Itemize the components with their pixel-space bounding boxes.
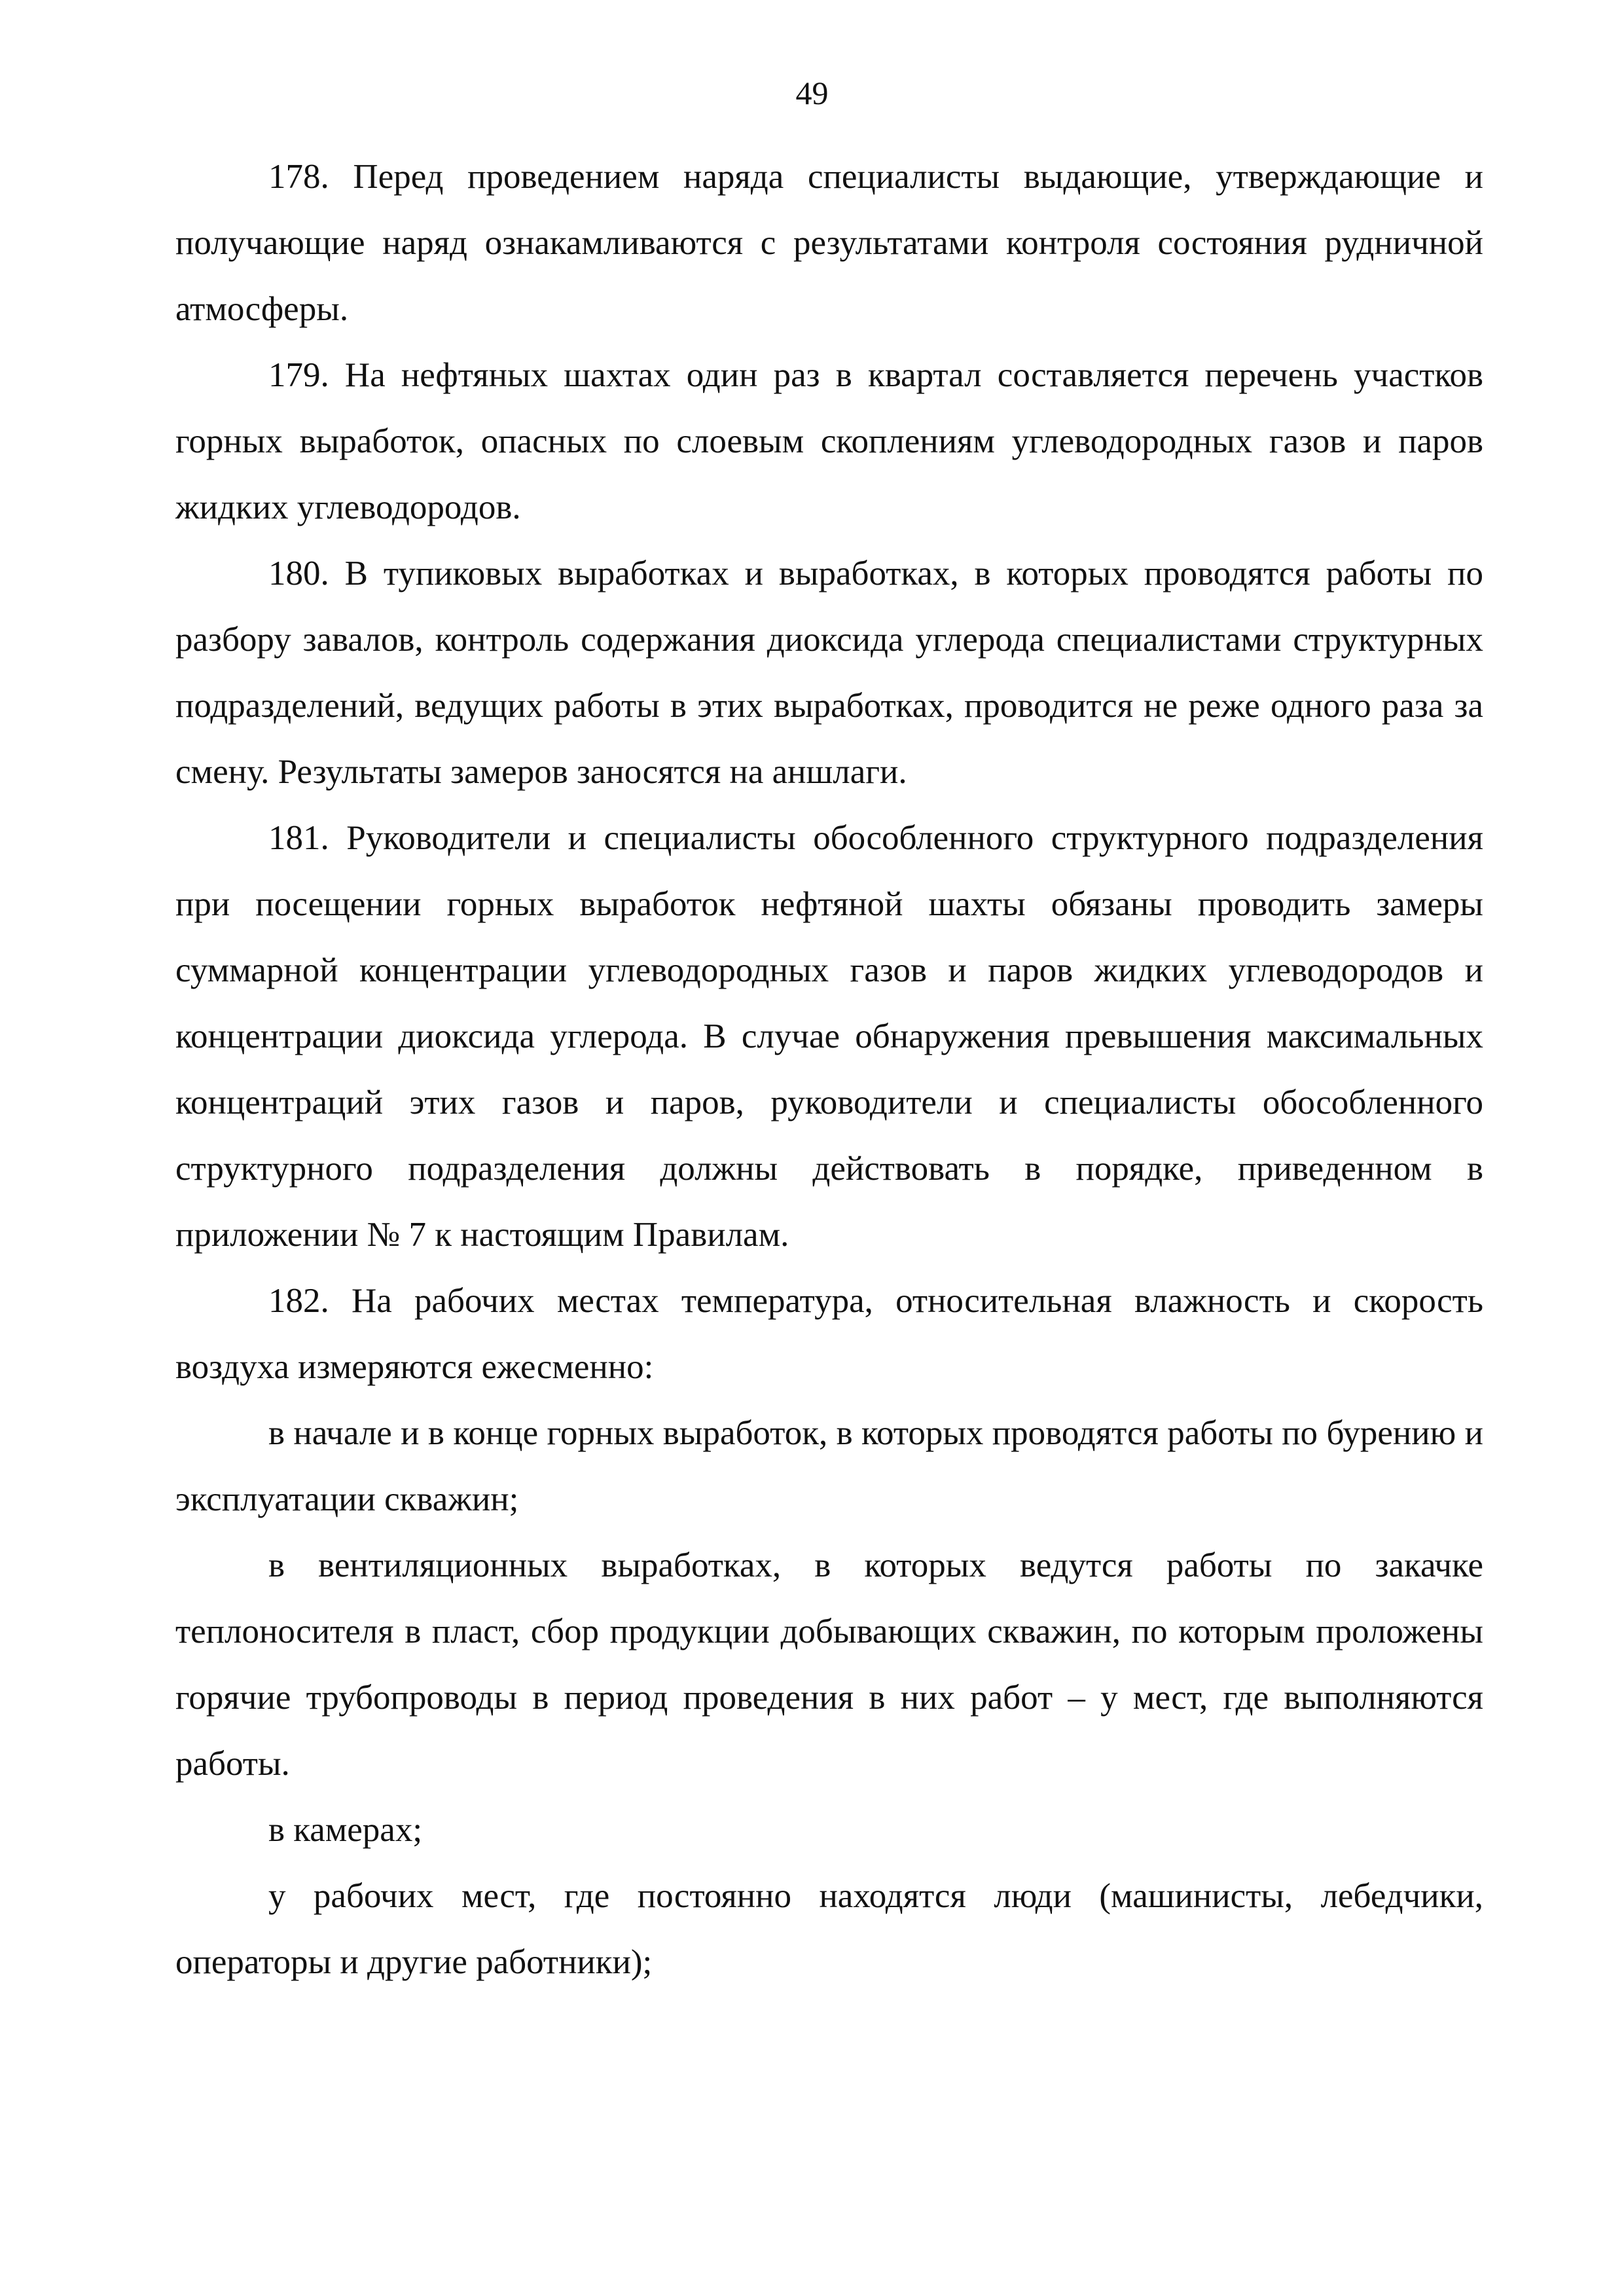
list-item-chambers: в камерах; — [268, 1811, 423, 1849]
list-item-ventilation: в вентиляционных выработках, в которых ведутся работы по закачке теплоносителя в пласт, сбор продукции добывающих скважин, по которым проложены горячие трубопроводы в период проведения в них работ – у мест, где выполняются работы. — [175, 1546, 1483, 1783]
paragraph-180: 180. В тупиковых выработках и выработках, в которых проводятся работы по разбору завалов, контроль содержания диоксида углерода специалистами структурных подразделений, ведущих работы в этих выработках, проводится не реже одного раза за смену. Результаты замеров заносятся на аншлаги. — [175, 555, 1483, 791]
paragraph-179: 179. На нефтяных шахтах один раз в квартал составляется перечень участков горных выработок, опасных по слоевым скоплениям углеводородных газов и паров жидких углеводородов. — [175, 356, 1483, 526]
paragraph-182: 182. На рабочих местах температура, относительная влажность и скорость воздуха измеряются ежесменно: — [175, 1282, 1483, 1386]
page-number: 49 — [795, 75, 829, 111]
paragraph-178: 178. Перед проведением наряда специалисты выдающие, утверждающие и получающие наряд ознакамливаются с результатами контроля состояния рудничной атмосферы. — [175, 158, 1483, 328]
list-item-drilling: в начале и в конце горных выработок, в которых проводятся работы по бурению и эксплуатации скважин; — [175, 1414, 1483, 1518]
list-item-workplaces: у рабочих мест, где постоянно находятся люди (машинисты, лебедчики, операторы и другие работники); — [175, 1877, 1483, 1981]
paragraph-181: 181. Руководители и специалисты обособленного структурного подразделения при посещении горных выработок нефтяной шахты обязаны проводить замеры суммарной концентрации углеводородных газов и паров жидких углеводородов и концентрации диоксида углерода. В случае обнаружения превышения максимальных концентраций этих газов и паров, руководители и специалисты обособленного структурного подразделения должны действовать в порядке, приведенном в приложении № 7 к настоящим Правилам. — [175, 819, 1483, 1254]
document-body — [175, 144, 1483, 1995]
